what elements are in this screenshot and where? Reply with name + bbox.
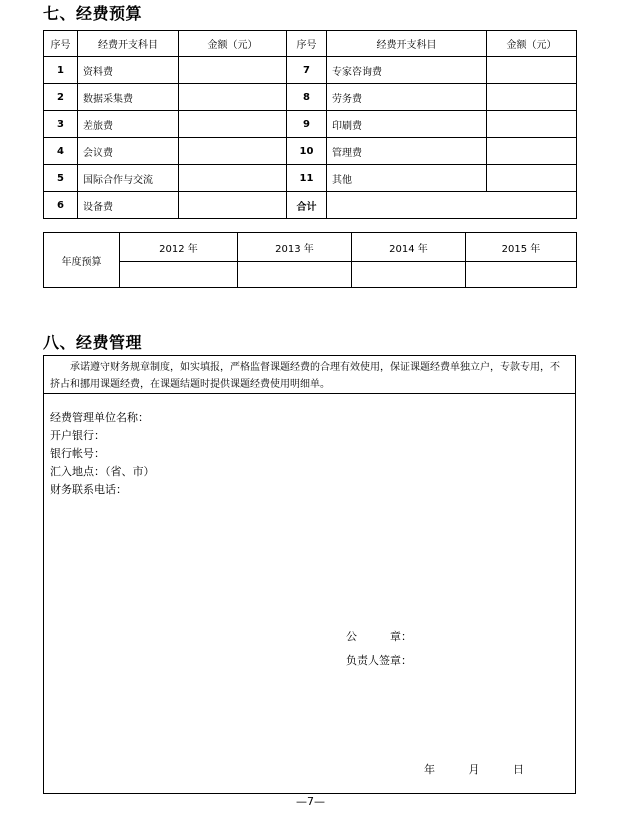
year-amount-cell[interactable] bbox=[352, 262, 466, 288]
date-line: 年 月 日 bbox=[424, 763, 524, 776]
header-seq-2: 序号 bbox=[287, 31, 327, 57]
fund-management-box bbox=[43, 355, 576, 794]
amount-cell[interactable] bbox=[179, 192, 287, 219]
section-7-title: 七、经费预算 bbox=[43, 4, 143, 23]
table-row bbox=[44, 111, 577, 138]
amount-cell[interactable] bbox=[179, 165, 287, 192]
table-row bbox=[44, 138, 577, 165]
year-label: 2015 年 bbox=[466, 233, 577, 262]
finance-phone-line: 财务联系电话： bbox=[50, 483, 127, 496]
table-row bbox=[44, 84, 577, 111]
amount-cell[interactable] bbox=[487, 138, 577, 165]
header-seq: 序号 bbox=[44, 31, 78, 57]
amount-cell[interactable] bbox=[179, 57, 287, 84]
amount-cell[interactable] bbox=[487, 165, 577, 192]
page-number: —7— bbox=[296, 795, 325, 808]
year-label: 2013 年 bbox=[238, 233, 352, 262]
row-number: 7 bbox=[287, 57, 327, 84]
header-item-2: 经费开支科目 bbox=[327, 31, 487, 57]
table-row bbox=[44, 57, 577, 84]
table-row bbox=[44, 192, 577, 219]
section-8-title: 八、经费管理 bbox=[43, 333, 143, 352]
expense-item: 专家咨询费 bbox=[327, 57, 487, 84]
row-number: 11 bbox=[287, 165, 327, 192]
official-seal-label: 公 章： bbox=[346, 630, 412, 643]
annual-budget-label: 年度预算 bbox=[44, 233, 120, 288]
total-amount-cell[interactable] bbox=[327, 192, 577, 219]
year-label: 2014 年 bbox=[352, 233, 466, 262]
row-number: 8 bbox=[287, 84, 327, 111]
account-info bbox=[50, 409, 155, 499]
table-row bbox=[44, 165, 577, 192]
expense-item: 劳务费 bbox=[327, 84, 487, 111]
amount-cell[interactable] bbox=[487, 84, 577, 111]
expense-item: 管理费 bbox=[327, 138, 487, 165]
amount-cell[interactable] bbox=[179, 84, 287, 111]
year-amount-cell[interactable] bbox=[466, 262, 577, 288]
row-number: 6 bbox=[44, 192, 78, 219]
year-amount-cell[interactable] bbox=[120, 262, 238, 288]
expense-item: 设备费 bbox=[78, 192, 179, 219]
expense-item: 差旅费 bbox=[78, 111, 179, 138]
row-number: 9 bbox=[287, 111, 327, 138]
unit-name-line: 经费管理单位名称： bbox=[50, 411, 149, 424]
expense-item: 国际合作与交流 bbox=[78, 165, 179, 192]
amount-cell[interactable] bbox=[487, 57, 577, 84]
row-number: 10 bbox=[287, 138, 327, 165]
annual-budget-table bbox=[43, 232, 577, 288]
budget-table bbox=[43, 30, 577, 219]
header-amount: 金额（元） bbox=[179, 31, 287, 57]
remit-location-line: 汇入地点：（省、市） bbox=[50, 465, 155, 478]
year-amount-cell[interactable] bbox=[238, 262, 352, 288]
total-label: 合计 bbox=[287, 192, 327, 219]
header-amount-2: 金额（元） bbox=[487, 31, 577, 57]
row-number: 3 bbox=[44, 111, 78, 138]
header-item: 经费开支科目 bbox=[78, 31, 179, 57]
expense-item: 印刷费 bbox=[327, 111, 487, 138]
expense-item: 数据采集费 bbox=[78, 84, 179, 111]
row-number: 4 bbox=[44, 138, 78, 165]
row-number: 2 bbox=[44, 84, 78, 111]
expense-item: 资料费 bbox=[78, 57, 179, 84]
amount-cell[interactable] bbox=[487, 111, 577, 138]
row-number: 5 bbox=[44, 165, 78, 192]
row-number: 1 bbox=[44, 57, 78, 84]
account-number-line: 银行帐号： bbox=[50, 447, 105, 460]
amount-cell[interactable] bbox=[179, 111, 287, 138]
bank-line: 开户银行： bbox=[50, 429, 105, 442]
year-label: 2012 年 bbox=[120, 233, 238, 262]
signer-label: 负责人签章： bbox=[346, 654, 412, 667]
expense-item: 其他 bbox=[327, 165, 487, 192]
amount-cell[interactable] bbox=[179, 138, 287, 165]
commitment-note: 承诺遵守财务规章制度，如实填报，严格监督课题经费的合理有效使用，保证课题经费单独立户，专款专用，不挤占和挪用课题经费，在课题结题时提供课题经费使用明细单。 bbox=[44, 356, 575, 394]
expense-item: 会议费 bbox=[78, 138, 179, 165]
